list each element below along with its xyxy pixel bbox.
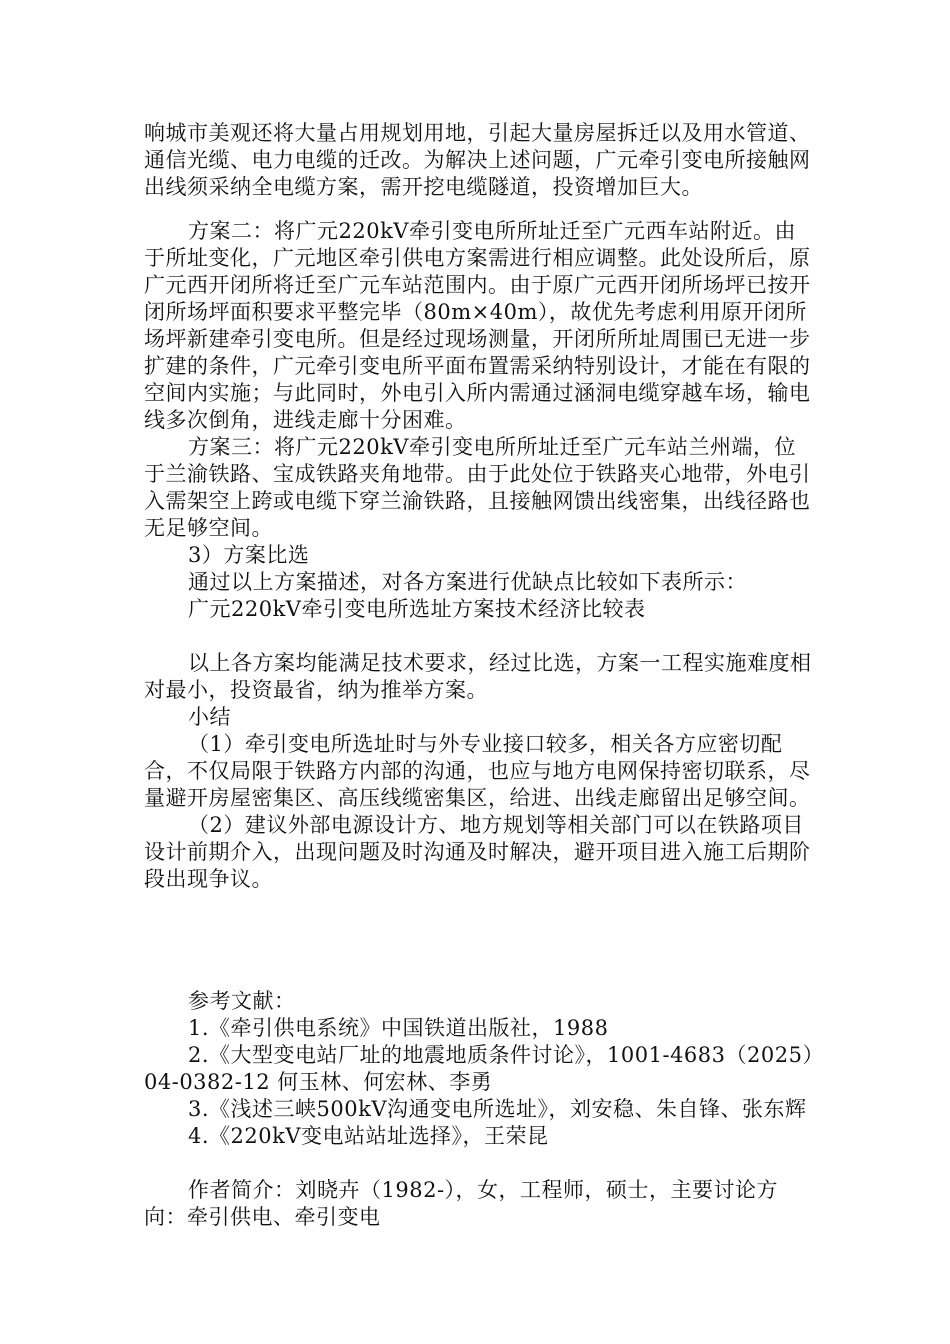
table-caption: 广元220kV牵引变电所选址方案技术经济比较表 — [188, 597, 646, 621]
reference-item: 3.《浅述三峡500kV沟通变电所选址》，刘安稳、朱自锋、张东辉 — [188, 1097, 807, 1121]
paragraph-summary-one: （1）牵引变电所选址时与外专业接口较多，相关各方应密切配合，不仅局限于铁路方内部的沟通，也应与地方电网保持密切联系，尽量避开房屋密集区、高压线缆密集区，给进、出线走廊留出足够空间。 — [144, 732, 811, 810]
paragraph-cable-scheme: 响城市美观还将大量占用规划用地，引起大量房屋拆迁以及用水管道、通信光缆、电力电缆的迁改。为解决上述问题，广元牵引变电所接触网出线须采纳全电缆方案，需开挖电缆隧道，投资增加巨大。 — [144, 121, 811, 199]
reference-item: 4.《220kV变电站站址选择》，王荣昆 — [188, 1124, 549, 1148]
section-heading-comparison: 3）方案比选 — [188, 543, 310, 567]
paragraph-scheme-two: 方案二：将广元220kV牵引变电所所址迁至广元西车站附近。由于所址变化，广元地区牵引供电方案需进行相应调整。此处设所后，原广元西开闭所将迁至广元车站范围内。由于原广元西开闭所场坪已按开闭所场坪面积要求平整完毕（80m×40m），故优先考虑利用原开闭所场坪新建牵引变电所。但是经过现场测量，开闭所所址周围已无进一步扩建的条件，广元牵引变电所平面布置需采纳特别设计，才能在有限的空间内实施；与此同时，外电引入所内需通过涵洞电缆穿越车场，输电线多次倒角，进线走廊十分困难。 — [144, 219, 811, 432]
reference-item: 1.《牵引供电系统》中国铁道出版社，1988 — [188, 1016, 609, 1040]
paragraph-comparison-intro: 通过以上方案描述，对各方案进行优缺点比较如下表所示： — [188, 570, 747, 594]
paragraph-recommendation: 以上各方案均能满足技术要求，经过比选，方案一工程实施难度相对最小，投资最省，纳为推举方案。 — [144, 651, 812, 702]
paragraph-scheme-three: 方案三：将广元220kV牵引变电所所址迁至广元车站兰州端，位于兰渝铁路、宝成铁路夹角地带。由于此处位于铁路夹心地带，外电引入需架空上跨或电缆下穿兰渝铁路，且接触网馈出线密集，出线径路也无足够空间。 — [144, 435, 811, 540]
author-bio: 作者简介：刘晓卉（1982-），女，工程师，硕士，主要讨论方向：牵引供电、牵引变电 — [144, 1178, 779, 1229]
paragraph-summary-two: （2）建议外部电源设计方、地方规划等相关部门可以在铁路项目设计前期介入，出现问题及时沟通及时解决，避开项目进入施工后期阶段出现争议。 — [144, 813, 811, 891]
section-heading-summary: 小结 — [188, 705, 231, 729]
reference-item: 2.《大型变电站厂址的地震地质条件讨论》，1001-4683（2025）04-0382-12 何玉林、何宏林、李勇 — [144, 1043, 814, 1094]
references-heading: 参考文献： — [188, 989, 296, 1013]
document-body — [144, 120, 814, 1231]
